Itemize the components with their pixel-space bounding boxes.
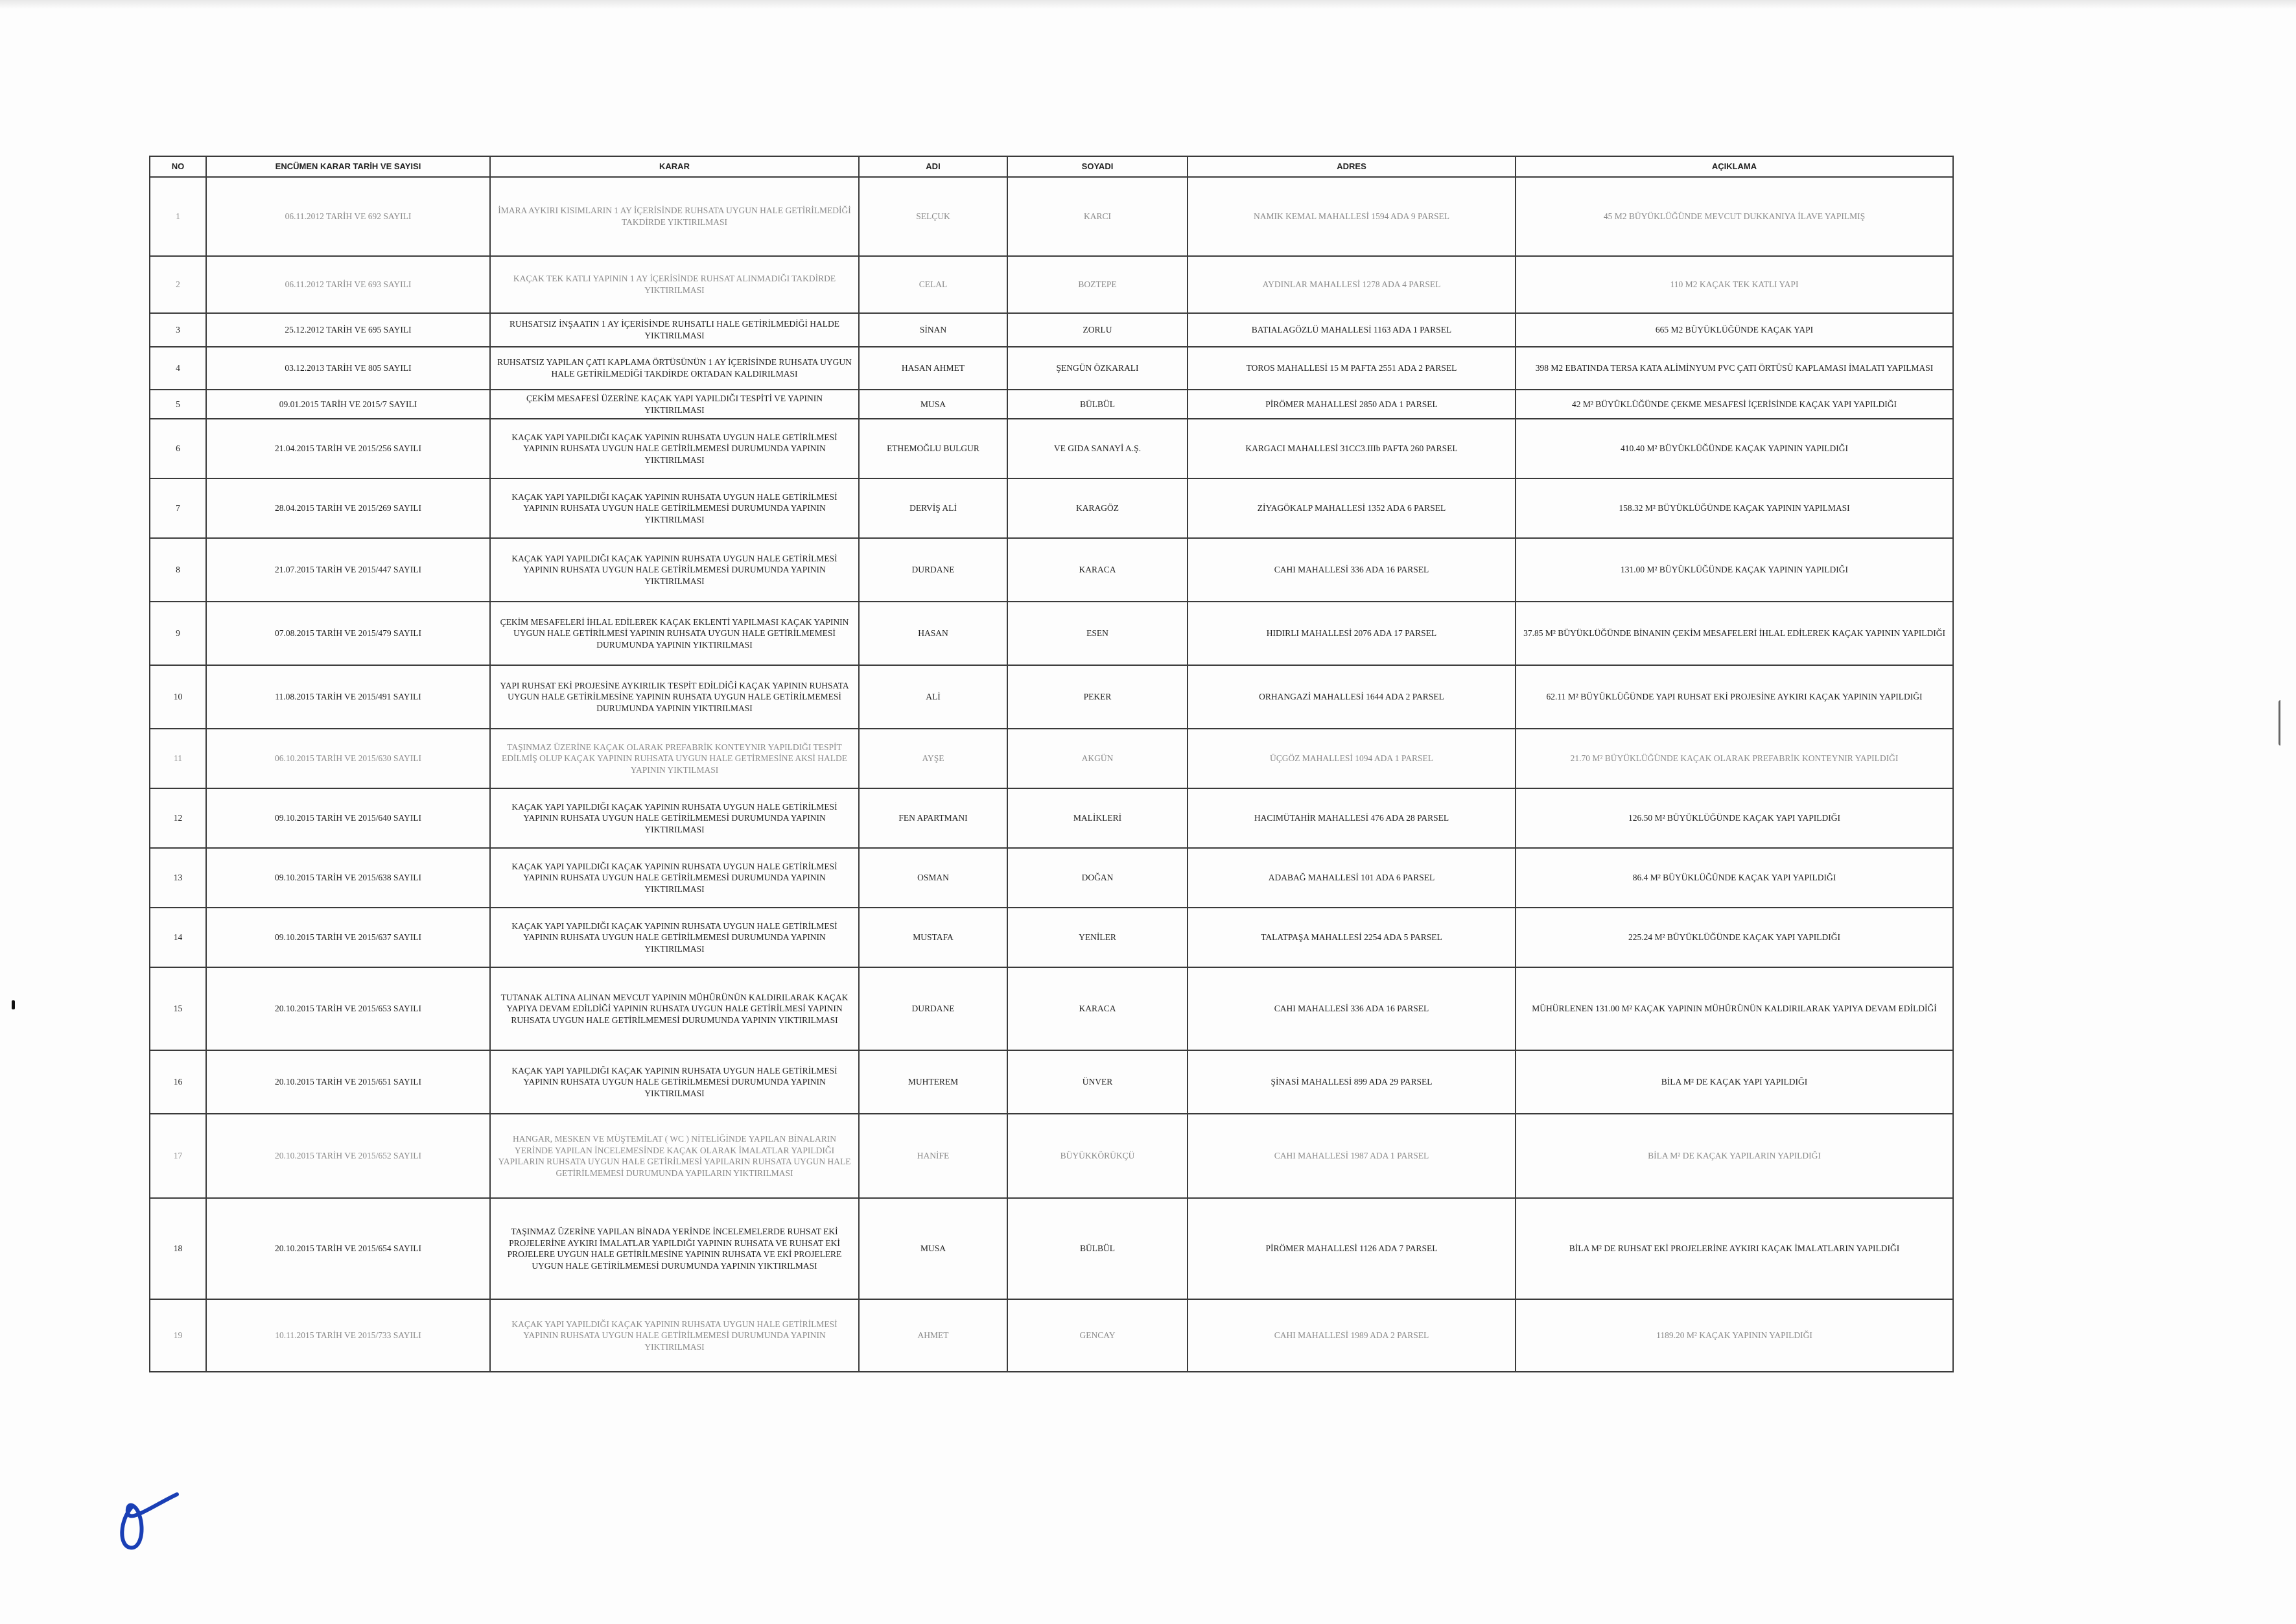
- cell-soyadi: VE GIDA SANAYİ A.Ş.: [1007, 419, 1188, 478]
- cell-tarih: 07.08.2015 TARİH VE 2015/479 SAYILI: [206, 602, 490, 665]
- cell-no: 11: [150, 729, 206, 788]
- cell-adres: BATIALAGÖZLÜ MAHALLESİ 1163 ADA 1 PARSEL: [1188, 313, 1516, 347]
- cell-karar: KAÇAK YAPI YAPILDIĞI KAÇAK YAPININ RUHSATA UYGUN HALE GETİRİLMESİ YAPININ RUHSATA UYGUN HALE GETİRİLMEMESİ DURUMUNDA YAPININ YIKTIRILMASI: [490, 538, 859, 602]
- cell-aciklama: 158.32 M² BÜYÜKLÜĞÜNDE KAÇAK YAPININ YAPILMASI: [1516, 478, 1953, 538]
- cell-tarih: 20.10.2015 TARİH VE 2015/653 SAYILI: [206, 967, 490, 1050]
- cell-aciklama: 37.85 M² BÜYÜKLÜĞÜNDE BİNANIN ÇEKİM MESAFELERİ İHLAL EDİLEREK KAÇAK YAPININ YAPILDIĞI: [1516, 602, 1953, 665]
- cell-soyadi: ZORLU: [1007, 313, 1188, 347]
- table-row: [150, 788, 1953, 848]
- cell-adres: TALATPAŞA MAHALLESİ 2254 ADA 5 PARSEL: [1188, 908, 1516, 967]
- cell-soyadi: PEKER: [1007, 665, 1188, 729]
- cell-karar: KAÇAK YAPI YAPILDIĞI KAÇAK YAPININ RUHSATA UYGUN HALE GETİRİLMESİ YAPININ RUHSATA UYGUN HALE GETİRİLMEMESİ DURUMUNDA YAPININ YIKTIRILMASI: [490, 1050, 859, 1114]
- cell-soyadi: ŞENGÜN ÖZKARALI: [1007, 347, 1188, 390]
- cell-adi: DURDANE: [859, 967, 1007, 1050]
- cell-adi: MUSA: [859, 1198, 1007, 1299]
- cell-aciklama: 42 M² BÜYÜKLÜĞÜNDE ÇEKME MESAFESİ İÇERİSİNDE KAÇAK YAPI YAPILDIĞI: [1516, 390, 1953, 419]
- cell-tarih: 06.10.2015 TARİH VE 2015/630 SAYILI: [206, 729, 490, 788]
- cell-no: 19: [150, 1299, 206, 1372]
- cell-adres: PİRÖMER MAHALLESİ 2850 ADA 1 PARSEL: [1188, 390, 1516, 419]
- scan-shadow-edge: [0, 0, 2296, 9]
- cell-adi: DERVİŞ ALİ: [859, 478, 1007, 538]
- header-karar: KARAR: [490, 156, 859, 177]
- cell-tarih: 20.10.2015 TARİH VE 2015/651 SAYILI: [206, 1050, 490, 1114]
- cell-soyadi: ÜNVER: [1007, 1050, 1188, 1114]
- cell-adi: ETHEMOĞLU BULGUR: [859, 419, 1007, 478]
- table-row: [150, 967, 1953, 1050]
- cell-no: 13: [150, 848, 206, 908]
- cell-adi: DURDANE: [859, 538, 1007, 602]
- header-tarih: ENCÜMEN KARAR TARİH VE SAYISI: [206, 156, 490, 177]
- cell-karar: KAÇAK TEK KATLI YAPININ 1 AY İÇERİSİNDE RUHSAT ALINMADIĞI TAKDİRDE YIKTIRILMASI: [490, 256, 859, 313]
- cell-adres: NAMIK KEMAL MAHALLESİ 1594 ADA 9 PARSEL: [1188, 177, 1516, 256]
- cell-no: 15: [150, 967, 206, 1050]
- cell-aciklama: 1189.20 M² KAÇAK YAPININ YAPILDIĞI: [1516, 1299, 1953, 1372]
- cell-adres: CAHI MAHALLESİ 336 ADA 16 PARSEL: [1188, 967, 1516, 1050]
- cell-no: 5: [150, 390, 206, 419]
- cell-adres: CAHI MAHALLESİ 336 ADA 16 PARSEL: [1188, 538, 1516, 602]
- cell-soyadi: DOĞAN: [1007, 848, 1188, 908]
- cell-adres: AYDINLAR MAHALLESİ 1278 ADA 4 PARSEL: [1188, 256, 1516, 313]
- cell-no: 3: [150, 313, 206, 347]
- table-row: [150, 665, 1953, 729]
- cell-karar: TAŞINMAZ ÜZERİNE YAPILAN BİNADA YERİNDE İNCELEMELERDE RUHSAT EKİ PROJELERİNE AYKIRI İMALATLAR YAPILDIĞI YAPININ RUHSATA VE RUHSAT EKİ PROJELERE UYGUN HALE GETİRİLMESİNE YAPININ RUHSATA VE EKİ PROJELERE UYGUN HALE GETİRİLMEMESİ DURUMUNDA YAPININ YIKTIRILMASI: [490, 1198, 859, 1299]
- cell-aciklama: 225.24 M² BÜYÜKLÜĞÜNDE KAÇAK YAPI YAPILDIĞI: [1516, 908, 1953, 967]
- cell-aciklama: 398 M2 EBATINDA TERSA KATA ALİMİNYUM PVC ÇATI ÖRTÜSÜ KAPLAMASI İMALATI YAPILMASI: [1516, 347, 1953, 390]
- table-row: [150, 478, 1953, 538]
- cell-adi: SİNAN: [859, 313, 1007, 347]
- cell-aciklama: 665 M2 BÜYÜKLÜĞÜNDE KAÇAK YAPI: [1516, 313, 1953, 347]
- cell-no: 9: [150, 602, 206, 665]
- cell-tarih: 09.10.2015 TARİH VE 2015/637 SAYILI: [206, 908, 490, 967]
- margin-dot-mark: [12, 1000, 15, 1009]
- cell-aciklama: 410.40 M² BÜYÜKLÜĞÜNDE KAÇAK YAPININ YAPILDIĞI: [1516, 419, 1953, 478]
- cell-soyadi: GENCAY: [1007, 1299, 1188, 1372]
- cell-soyadi: KARCI: [1007, 177, 1188, 256]
- cell-no: 8: [150, 538, 206, 602]
- cell-no: 4: [150, 347, 206, 390]
- cell-karar: KAÇAK YAPI YAPILDIĞI KAÇAK YAPININ RUHSATA UYGUN HALE GETİRİLMESİ YAPININ RUHSATA UYGUN HALE GETİRİLMEMESİ DURUMUNDA YAPININ YIKTIRILMASI: [490, 419, 859, 478]
- table-header-row: [150, 156, 1953, 177]
- cell-karar: ÇEKİM MESAFELERİ İHLAL EDİLEREK KAÇAK EKLENTİ YAPILMASI KAÇAK YAPININ UYGUN HALE GETİRİLMESİ YAPININ RUHSATA UYGUN HALE GETİRİLMEMESİ DURUMUNDA YAPININ YIKTIRILMASI: [490, 602, 859, 665]
- cell-aciklama: BİLA M² DE RUHSAT EKİ PROJELERİNE AYKIRI KAÇAK İMALATLARIN YAPILDIĞI: [1516, 1198, 1953, 1299]
- cell-adres: KARGACI MAHALLESİ 31CC3.IIIb PAFTA 260 PARSEL: [1188, 419, 1516, 478]
- cell-aciklama: BİLA M² DE KAÇAK YAPILARIN YAPILDIĞI: [1516, 1114, 1953, 1198]
- cell-karar: KAÇAK YAPI YAPILDIĞI KAÇAK YAPININ RUHSATA UYGUN HALE GETİRİLMESİ YAPININ RUHSATA UYGUN HALE GETİRİLMEMESİ DURUMUNDA YAPININ YIKTIRILMASI: [490, 788, 859, 848]
- cell-aciklama: 110 M2 KAÇAK TEK KATLI YAPI: [1516, 256, 1953, 313]
- cell-adi: AHMET: [859, 1299, 1007, 1372]
- cell-adres: HACIMÜTAHİR MAHALLESİ 476 ADA 28 PARSEL: [1188, 788, 1516, 848]
- table-row: [150, 1050, 1953, 1114]
- cell-adi: SELÇUK: [859, 177, 1007, 256]
- cell-karar: ÇEKİM MESAFESİ ÜZERİNE KAÇAK YAPI YAPILDIĞI TESPİTİ VE YAPININ YIKTIRILMASI: [490, 390, 859, 419]
- table-row: [150, 390, 1953, 419]
- table-row: [150, 256, 1953, 313]
- cell-adi: ALİ: [859, 665, 1007, 729]
- cell-adi: FEN APARTMANI: [859, 788, 1007, 848]
- header-adi: ADI: [859, 156, 1007, 177]
- cell-no: 12: [150, 788, 206, 848]
- cell-karar: TAŞINMAZ ÜZERİNE KAÇAK OLARAK PREFABRİK KONTEYNIR YAPILDIĞI TESPİT EDİLMİŞ OLUP KAÇAK YAPININ RUHSATA UYGUN HALE GETİRMESİNE AKSİ HALDE YAPININ YIKTILMASI: [490, 729, 859, 788]
- cell-adi: HANİFE: [859, 1114, 1007, 1198]
- cell-soyadi: BÜYÜKKÖRÜKÇÜ: [1007, 1114, 1188, 1198]
- cell-adi: AYŞE: [859, 729, 1007, 788]
- table-row: [150, 347, 1953, 390]
- table-row: [150, 177, 1953, 256]
- cell-soyadi: YENİLER: [1007, 908, 1188, 967]
- cell-tarih: 20.10.2015 TARİH VE 2015/654 SAYILI: [206, 1198, 490, 1299]
- cell-no: 7: [150, 478, 206, 538]
- cell-karar: KAÇAK YAPI YAPILDIĞI KAÇAK YAPININ RUHSATA UYGUN HALE GETİRİLMESİ YAPININ RUHSATA UYGUN HALE GETİRİLMEMESİ DURUMUNDA YAPININ YIKTIRILMASI: [490, 848, 859, 908]
- signature-icon: [113, 1468, 185, 1553]
- cell-adi: HASAN: [859, 602, 1007, 665]
- cell-no: 10: [150, 665, 206, 729]
- cell-adres: ADABAĞ MAHALLESİ 101 ADA 6 PARSEL: [1188, 848, 1516, 908]
- cell-karar: TUTANAK ALTINA ALINAN MEVCUT YAPININ MÜHÜRÜNÜN KALDIRILARAK KAÇAK YAPIYA DEVAM EDİLDİĞİ YAPININ RUHSATA UYGUN HALE GETİRİLMESİ YAPININ RUHSATA UYGUN HALE GETİRİLMEMESİ DURUMUNDA YAPININ YIKTIRILMASI: [490, 967, 859, 1050]
- cell-tarih: 09.01.2015 TARİH VE 2015/7 SAYILI: [206, 390, 490, 419]
- cell-karar: KAÇAK YAPI YAPILDIĞI KAÇAK YAPININ RUHSATA UYGUN HALE GETİRİLMESİ YAPININ RUHSATA UYGUN HALE GETİRİLMEMESİ DURUMUNDA YAPININ YIKTIRILMASI: [490, 1299, 859, 1372]
- cell-soyadi: KARACA: [1007, 538, 1188, 602]
- cell-soyadi: KARACA: [1007, 967, 1188, 1050]
- cell-adi: MUSTAFA: [859, 908, 1007, 967]
- signature-stroke: [122, 1494, 177, 1548]
- cell-karar: RUHSATSIZ YAPILAN ÇATI KAPLAMA ÖRTÜSÜNÜN 1 AY İÇERİSİNDE RUHSATA UYGUN HALE GETİRİLMEDİĞİ TAKDİRDE ORTADAN KALDIRILMASI: [490, 347, 859, 390]
- table-row: [150, 848, 1953, 908]
- cell-karar: RUHSATSIZ İNŞAATIN 1 AY İÇERİSİNDE RUHSATLI HALE GETİRİLMEDİĞİ HALDE YIKTIRILMASI: [490, 313, 859, 347]
- table-body: [150, 177, 1953, 1372]
- cell-tarih: 09.10.2015 TARİH VE 2015/640 SAYILI: [206, 788, 490, 848]
- cell-adres: ŞİNASİ MAHALLESİ 899 ADA 29 PARSEL: [1188, 1050, 1516, 1114]
- page-edge-mark: [2278, 700, 2284, 746]
- cell-no: 18: [150, 1198, 206, 1299]
- cell-adi: MUHTEREM: [859, 1050, 1007, 1114]
- header-no: NO: [150, 156, 206, 177]
- cell-soyadi: MALİKLERİ: [1007, 788, 1188, 848]
- cell-tarih: 21.07.2015 TARİH VE 2015/447 SAYILI: [206, 538, 490, 602]
- cell-no: 1: [150, 177, 206, 256]
- table-row: [150, 1299, 1953, 1372]
- cell-aciklama: 86.4 M² BÜYÜKLÜĞÜNDE KAÇAK YAPI YAPILDIĞI: [1516, 848, 1953, 908]
- cell-soyadi: BOZTEPE: [1007, 256, 1188, 313]
- cell-soyadi: ESEN: [1007, 602, 1188, 665]
- cell-tarih: 20.10.2015 TARİH VE 2015/652 SAYILI: [206, 1114, 490, 1198]
- cell-aciklama: MÜHÜRLENEN 131.00 M² KAÇAK YAPININ MÜHÜRÜNÜN KALDIRILARAK YAPIYA DEVAM EDİLDİĞİ: [1516, 967, 1953, 1050]
- cell-aciklama: 62.11 M² BÜYÜKLÜĞÜNDE YAPI RUHSAT EKİ PROJESİNE AYKIRI KAÇAK YAPININ YAPILDIĞI: [1516, 665, 1953, 729]
- cell-no: 6: [150, 419, 206, 478]
- cell-tarih: 09.10.2015 TARİH VE 2015/638 SAYILI: [206, 848, 490, 908]
- table-row: [150, 1114, 1953, 1198]
- cell-adi: HASAN AHMET: [859, 347, 1007, 390]
- cell-aciklama: 131.00 M² BÜYÜKLÜĞÜNDE KAÇAK YAPININ YAPILDIĞI: [1516, 538, 1953, 602]
- table-row: [150, 313, 1953, 347]
- cell-no: 2: [150, 256, 206, 313]
- header-adres: ADRES: [1188, 156, 1516, 177]
- cell-adres: HIDIRLI MAHALLESİ 2076 ADA 17 PARSEL: [1188, 602, 1516, 665]
- cell-tarih: 03.12.2013 TARİH VE 805 SAYILI: [206, 347, 490, 390]
- cell-aciklama: 45 M2 BÜYÜKLÜĞÜNDE MEVCUT DUKKANIYA İLAVE YAPILMIŞ: [1516, 177, 1953, 256]
- cell-aciklama: BİLA M² DE KAÇAK YAPI YAPILDIĞI: [1516, 1050, 1953, 1114]
- table-row: [150, 729, 1953, 788]
- table-row: [150, 908, 1953, 967]
- cell-no: 16: [150, 1050, 206, 1114]
- table-row: [150, 419, 1953, 478]
- header-soyadi: SOYADI: [1007, 156, 1188, 177]
- cell-karar: YAPI RUHSAT EKİ PROJESİNE AYKIRILIK TESPİT EDİLDİĞİ KAÇAK YAPININ RUHSATA UYGUN HALE GETİRİLMESİNE YAPININ RUHSATA UYGUN HALE GETİRİLMEMESİ DURUMUNDA YAPININ YIKTIRILMASI: [490, 665, 859, 729]
- cell-karar: HANGAR, MESKEN VE MÜŞTEMİLAT ( WC ) NİTELİĞİNDE YAPILAN BİNALARIN YERİNDE YAPILAN İNCELEMESİNDE KAÇAK OLARAK İMALATLAR YAPILDIĞI YAPILARIN RUHSATA UYGUN HALE GETİRİLMESİ YAPILARIN RUHSATA UYGUN HALE GETİRİLMEMESİ DURUMUNDA YAPILARIN YIKTIRILMASI: [490, 1114, 859, 1198]
- cell-no: 14: [150, 908, 206, 967]
- cell-aciklama: 21.70 M² BÜYÜKLÜĞÜNDE KAÇAK OLARAK PREFABRİK KONTEYNIR YAPILDIĞI: [1516, 729, 1953, 788]
- cell-aciklama: 126.50 M² BÜYÜKLÜĞÜNDE KAÇAK YAPI YAPILDIĞI: [1516, 788, 1953, 848]
- cell-karar: KAÇAK YAPI YAPILDIĞI KAÇAK YAPININ RUHSATA UYGUN HALE GETİRİLMESİ YAPININ RUHSATA UYGUN HALE GETİRİLMEMESİ DURUMUNDA YAPININ YIKTIRILMASI: [490, 908, 859, 967]
- cell-adres: TOROS MAHALLESİ 15 M PAFTA 2551 ADA 2 PARSEL: [1188, 347, 1516, 390]
- table-row: [150, 538, 1953, 602]
- cell-tarih: 10.11.2015 TARİH VE 2015/733 SAYILI: [206, 1299, 490, 1372]
- cell-adres: CAHI MAHALLESİ 1989 ADA 2 PARSEL: [1188, 1299, 1516, 1372]
- cell-adres: ORHANGAZİ MAHALLESİ 1644 ADA 2 PARSEL: [1188, 665, 1516, 729]
- header-aciklama: AÇIKLAMA: [1516, 156, 1953, 177]
- cell-adi: MUSA: [859, 390, 1007, 419]
- cell-adres: CAHI MAHALLESİ 1987 ADA 1 PARSEL: [1188, 1114, 1516, 1198]
- cell-soyadi: BÜLBÜL: [1007, 1198, 1188, 1299]
- table-row: [150, 1198, 1953, 1299]
- demolition-decisions-table: [149, 156, 1954, 1372]
- cell-soyadi: KARAGÖZ: [1007, 478, 1188, 538]
- cell-tarih: 06.11.2012 TARİH VE 692 SAYILI: [206, 177, 490, 256]
- cell-karar: KAÇAK YAPI YAPILDIĞI KAÇAK YAPININ RUHSATA UYGUN HALE GETİRİLMESİ YAPININ RUHSATA UYGUN HALE GETİRİLMEMESİ DURUMUNDA YAPININ YIKTIRILMASI: [490, 478, 859, 538]
- cell-tarih: 21.04.2015 TARİH VE 2015/256 SAYILI: [206, 419, 490, 478]
- cell-adi: OSMAN: [859, 848, 1007, 908]
- cell-tarih: 11.08.2015 TARİH VE 2015/491 SAYILI: [206, 665, 490, 729]
- cell-tarih: 06.11.2012 TARİH VE 693 SAYILI: [206, 256, 490, 313]
- cell-adres: PİRÖMER MAHALLESİ 1126 ADA 7 PARSEL: [1188, 1198, 1516, 1299]
- cell-adres: ÜÇGÖZ MAHALLESİ 1094 ADA 1 PARSEL: [1188, 729, 1516, 788]
- cell-tarih: 25.12.2012 TARİH VE 695 SAYILI: [206, 313, 490, 347]
- cell-adi: CELAL: [859, 256, 1007, 313]
- table-row: [150, 602, 1953, 665]
- cell-karar: İMARA AYKIRI KISIMLARIN 1 AY İÇERİSİNDE RUHSATA UYGUN HALE GETİRİLMEDİĞİ TAKDİRDE YIKTIRILMASI: [490, 177, 859, 256]
- cell-no: 17: [150, 1114, 206, 1198]
- cell-soyadi: AKGÜN: [1007, 729, 1188, 788]
- cell-soyadi: BÜLBÜL: [1007, 390, 1188, 419]
- cell-tarih: 28.04.2015 TARİH VE 2015/269 SAYILI: [206, 478, 490, 538]
- cell-adres: ZİYAGÖKALP MAHALLESİ 1352 ADA 6 PARSEL: [1188, 478, 1516, 538]
